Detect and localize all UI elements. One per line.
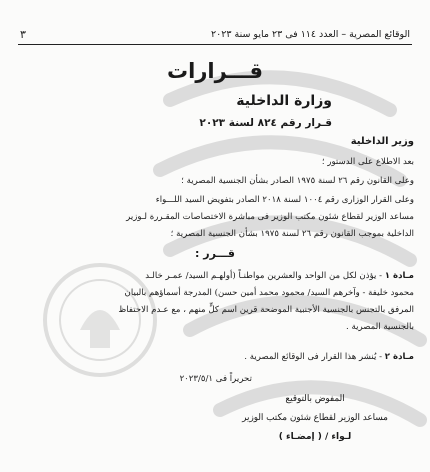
running-header [20, 28, 410, 42]
issue-date: تحريراً فى ٢٠٢٣/٥/١ [179, 374, 252, 384]
preamble-line: بعد الاطلاع على الدستور ؛ [321, 157, 414, 167]
page-number: ٣ [20, 28, 26, 41]
preamble-line: مساعد الوزير لقطاع شئون مكتب الوزير فى مباشرة الاختصاصات المقـررة لـوزير [126, 212, 414, 222]
preamble-line: الداخلية بموجب القانون رقم ٢٦ لسنة ١٩٧٥ بشأن الجنسية المصرية ؛ [170, 229, 414, 239]
article-2-text: - يُنشر هذا القرار فى الوقائع المصرية . [244, 352, 385, 362]
article-2-label: مـادة ٢ [384, 352, 414, 362]
decides-heading: قـــرر : [195, 247, 235, 260]
header-rule [18, 44, 412, 45]
signature-line [215, 430, 415, 444]
article-1-label: مـادة ١ [384, 271, 414, 281]
article-1-line: المرفق بالتجنس بالجنسية الأجنبية الموضحة قرين اسم كلٍّ منهم ، مع عـدم الاحتفاظ [118, 305, 414, 315]
signature-line [215, 411, 415, 425]
issue-title: الوقائع المصرية – العدد ١١٤ فى ٢٣ مايو سنة ٢٠٢٣ [211, 29, 410, 40]
article-1-text: - يؤذن لكل من الواحد والعشرين مواطنـاً (أولهـم السيد/ عمـر خالـد [145, 271, 385, 281]
article-1-line: محمود خليفة - وآخرهم السيد/ محمود محمد أمين حسن) المدرجة أسماؤهم بالبيان [124, 288, 414, 298]
preamble-line: وعلى القرار الوزارى رقم ١٠٠٤ لسنة ٢٠١٨ الصادر بتفويض السيد اللـــواء [155, 195, 414, 205]
article-1-line [32, 268, 414, 285]
decree-number: قـرار رقم ٨٢٤ لسنة ٢٠٢٣ [199, 117, 332, 129]
signature-authorized: المفوض بالتوقيع [285, 394, 345, 404]
section-title: قـــرارات [167, 59, 263, 83]
article-1-line: بالجنسية المصرية . [346, 322, 414, 332]
preamble-line: وعلى القانون رقم ٢٦ لسنة ١٩٧٥ الصادر بشأن الجنسية المصرية ؛ [181, 176, 414, 186]
minister-label: وزير الداخلية [350, 136, 414, 147]
signature-rank: لـواء / ( إمضـاء ) [278, 432, 352, 442]
signature-title: مساعد الوزير لقطاع شئون مكتب الوزير [242, 413, 388, 423]
article-2-line [32, 349, 414, 366]
signature-line [215, 392, 415, 406]
ministry-name: وزارة الداخلية [236, 93, 332, 109]
